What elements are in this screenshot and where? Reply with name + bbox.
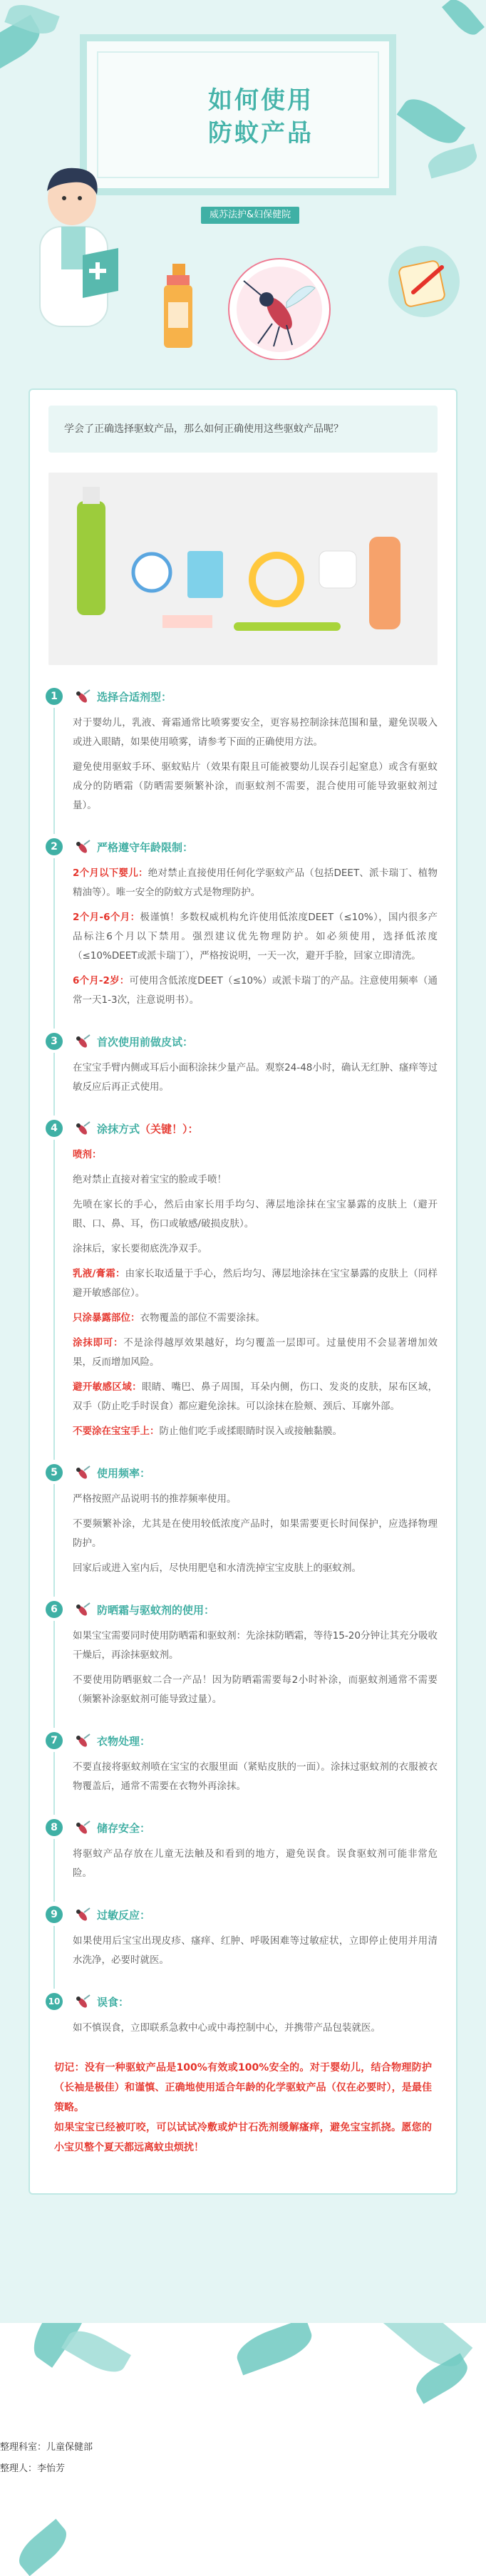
paragraph-text: 涂抹后，家长要彻底洗净双手。 (73, 1243, 207, 1254)
section-title: 储存安全： (97, 1821, 151, 1835)
mosquito-icon (73, 1602, 91, 1617)
credits-department: 整理科室：儿童保健部 (0, 2442, 93, 2453)
section-paragraph (73, 1195, 438, 1234)
section-paragraph (73, 972, 438, 1010)
section-paragraph (73, 1334, 438, 1372)
leaf-decoration (425, 143, 480, 178)
section-number: 2 (46, 838, 63, 855)
timeline-line (53, 1752, 55, 1815)
section-title (97, 1121, 199, 1136)
section-title-emphasis: （关键！）： (140, 1122, 199, 1135)
paragraph-text: 绝对禁止直接对着宝宝的脸或手喷！ (73, 1174, 227, 1185)
section-number: 7 (46, 1732, 63, 1749)
timeline-line (53, 1484, 55, 1597)
paragraph-text: 绝对禁止直接使用任何化学驱蚊产品（包括DEET、派卡瑞丁、植物精油等）。唯一安全的防蚊方式是物理防护。 (73, 867, 438, 898)
section-1 (30, 684, 438, 815)
section-paragraph: 回家后或进入室内后，尽快用肥皂和水清洗掉宝宝皮肤上的驱蚊剂。 (73, 1562, 361, 1574)
section-paragraph: 如果使用后宝宝出现皮疹、瘙痒、红肿、呼吸困难等过敏症状，立即停止使用并用清水洗净，必要时就医。 (73, 1935, 438, 1966)
paragraph-text: 眼睛、嘴巴、鼻子周围，耳朵内侧，伤口、发炎的皮肤，尿布区域，双手（防止吃手时误食）都应避免涂抹。可以涂抹在脸颊、颈后、耳廓外部。 (73, 1381, 438, 1412)
section-7 (30, 1728, 438, 1796)
mosquito-icon (73, 1820, 91, 1835)
section-number: 10 (46, 1993, 63, 2010)
article-card (29, 388, 457, 2195)
section-paragraph: 对于婴幼儿，乳液、膏霜通常比喷雾要安全，更容易控制涂抹范围和量，避免误吸入或进入眼睛，如果使用喷雾，请参考下面的正确使用方法。 (73, 717, 438, 748)
paragraph-text: 可使用含低浓度DEET（≤10%）或派卡瑞丁的产品。注意使用频率（通常一天1-3次，注意说明书）。 (73, 975, 438, 1006)
section-10 (30, 1989, 438, 2038)
section-5 (30, 1460, 438, 1578)
hero-banner (0, 0, 486, 360)
section-number: 1 (46, 688, 63, 705)
section-paragraph (73, 1264, 438, 1303)
leaf-decoration (61, 2323, 131, 2380)
mosquito-illustration (229, 259, 329, 359)
paragraph-text: 极谨慎！多数权威机构允许使用低浓度DEET（≤10%），国内很多产品标注6个月以下禁用。强烈建议优先物理防护。如必须使用，选择低浓度（≤10%DEET或派卡瑞丁），严格按说明，一天一次，避开手脸，回家立即清洗。 (73, 912, 438, 962)
section-title: 选择合适剂型： (97, 690, 172, 704)
section-paragraph: 不要直接将驱蚊剂喷在宝宝的衣服里面（紧贴皮肤的一面）。涂抹过驱蚊剂的衣服被衣物覆盖后，通常不需要在衣物外再涂抹。 (73, 1761, 438, 1792)
timeline-line (53, 1839, 55, 1902)
section-number: 5 (46, 1464, 63, 1481)
section-paragraph (73, 1422, 438, 1441)
paragraph-lead: 避开敏感区域： (73, 1381, 142, 1393)
section-paragraph: 避免使用驱蚊手环、驱蚊贴片（效果有限且可能被婴幼儿误吞引起窒息）或含有驱蚊成分的防晒霜（防晒需要频繁补涂，而驱蚊剂不需要，混合使用可能导致驱蚊剂过量）。 (73, 761, 438, 811)
section-number: 6 (46, 1601, 63, 1618)
product-photo (48, 473, 438, 665)
section-number: 8 (46, 1819, 63, 1836)
section-title: 防晒霜与驱蚊剂的使用： (97, 1603, 215, 1617)
paragraph-text: 先喷在家长的手心，然后由家长用手均匀、薄层地涂抹在宝宝暴露的皮肤上（避开眼、口、鼻、耳，伤口或敏感/破损皮肤）。 (73, 1199, 438, 1230)
section-paragraph (73, 1240, 438, 1259)
section-title: 衣物处理： (97, 1734, 151, 1748)
section-paragraph (73, 908, 438, 966)
section-paragraph: 不要频繁补涂，尤其是在使用较低浓度产品时，如果需要更长时间保护，应选择物理防护。 (73, 1518, 438, 1549)
mosquito-icon (73, 1994, 91, 2009)
timeline-line (53, 1053, 55, 1116)
content-area (0, 360, 486, 2323)
title-line-1: 如何使用 (208, 86, 314, 115)
section-8 (30, 1815, 438, 1883)
footer-decoration (0, 2323, 486, 2437)
mosquito-icon (73, 1465, 91, 1480)
leaf-decoration (397, 91, 466, 151)
paragraph-text: 防止他们吃手或揉眼睛时误入或接触黏膜。 (159, 1426, 342, 1437)
note-text-1: 没有一种驱蚊产品是100%有效或100%安全的。对于婴幼儿，结合物理防护（长袖是极佳）和谨慎、正确地使用适合年龄的化学驱蚊产品（仅在必要时），是最佳策略。 (54, 2062, 432, 2113)
paragraph-lead: 2个月以下婴儿： (73, 867, 148, 879)
section-title: 严格遵守年龄限制： (97, 840, 194, 854)
timeline-line (53, 1621, 55, 1728)
leaf-decoration (442, 0, 485, 40)
section-paragraph (73, 1309, 438, 1328)
section-2 (30, 834, 438, 1010)
timeline-line (53, 858, 55, 1029)
section-paragraph (73, 864, 438, 902)
note-lead: 切记： (54, 2062, 85, 2073)
section-paragraph (73, 1145, 438, 1165)
title-line-2: 防蚊产品 (208, 119, 314, 148)
note-text-2: 如果宝宝已经被叮咬，可以试试冷敷或炉甘石洗剂缓解瘙痒，避免宝宝抓挠。愿您的小宝贝整个夏天都远离蚊虫烦扰！ (54, 2122, 432, 2153)
timeline-line (53, 1926, 55, 1989)
paragraph-lead: 乳液/膏霜： (73, 1268, 125, 1279)
credits-editor: 整理人：李怡芳 (0, 2463, 66, 2474)
paragraph-lead: 涂抹即可： (73, 1337, 124, 1349)
section-paragraph (73, 1378, 438, 1416)
mosquito-icon (73, 839, 91, 855)
sticker-illustration (385, 242, 463, 321)
credits (0, 2437, 486, 2487)
section-number: 9 (46, 1906, 63, 1923)
mosquito-icon (73, 1907, 91, 1922)
mosquito-icon (73, 1733, 91, 1748)
page-title (208, 84, 314, 150)
closing-note (54, 2058, 432, 2158)
section-paragraph: 不要使用防晒驱蚊二合一产品！因为防晒霜需要每2小时补涂，而驱蚊剂通常不需要（频繁补涂驱蚊剂可能导致过量）。 (73, 1674, 438, 1705)
section-6 (30, 1597, 438, 1709)
section-3 (30, 1029, 438, 1097)
doctor-illustration (11, 155, 133, 334)
mosquito-icon (73, 689, 91, 704)
timeline-line (53, 708, 55, 834)
section-number: 4 (46, 1120, 63, 1137)
section-title: 使用频率： (97, 1466, 151, 1480)
paragraph-lead: 不要涂在宝宝手上： (73, 1426, 160, 1437)
section-title: 过敏反应： (97, 1908, 151, 1922)
paragraph-lead: 只涂暴露部位： (73, 1312, 140, 1324)
section-9 (30, 1902, 438, 1970)
section-title: 误食： (97, 1995, 130, 2009)
paragraph-text: 由家长取适量于手心，然后均匀、薄层地涂抹在宝宝暴露的皮肤上（同样避开敏感部位）。 (73, 1268, 438, 1299)
section-number: 3 (46, 1033, 63, 1050)
spray-bottle-illustration (161, 264, 195, 349)
paragraph-lead: 6个月-2岁： (73, 975, 130, 986)
leaf-decoration (12, 2519, 73, 2576)
paragraph-lead: 喷剂： (73, 1149, 102, 1160)
mosquito-icon (73, 1034, 91, 1049)
section-paragraph: 在宝宝手臂内侧或耳后小面积涂抹少量产品。观察24-48小时，确认无红肿、瘙痒等过敏反应后再正式使用。 (73, 1062, 438, 1093)
section-paragraph: 严格按照产品说明书的推荐频率使用。 (73, 1493, 237, 1505)
section-paragraph: 如果宝宝需要同时使用防晒霜和驱蚊剂：先涂抹防晒霜，等待15-20分钟让其充分吸收干燥后，再涂抹驱蚊剂。 (73, 1630, 438, 1661)
paragraph-text: 不是涂得越厚效果越好，均匀覆盖一层即可。过量使用不会显著增加效果，反而增加风险。 (73, 1337, 438, 1368)
timeline-line (53, 1140, 55, 1460)
leaf-decoration (232, 2323, 316, 2375)
section-paragraph: 如不慎误食，立即联系急救中心或中毒控制中心，并携带产品包装就医。 (73, 2022, 381, 2034)
hospital-badge: 威苏法护&妇保健院 (201, 207, 299, 224)
section-title-text: 涂抹方式 (97, 1122, 140, 1135)
section-paragraph: 将驱蚊产品存放在儿童无法触及和看到的地方，避免误食。误食驱蚊剂可能非常危险。 (73, 1848, 438, 1879)
paragraph-lead: 2个月-6个月： (73, 912, 140, 923)
section-title: 首次使用前做皮试： (97, 1035, 194, 1049)
section-4 (30, 1116, 438, 1441)
paragraph-text: 衣物覆盖的部位不需要涂抹。 (140, 1312, 265, 1324)
mosquito-icon (73, 1120, 91, 1136)
intro-box: 学会了正确选择驱蚊产品，那么如何正确使用这些驱蚊产品呢？ (48, 406, 438, 453)
section-paragraph (73, 1170, 438, 1190)
